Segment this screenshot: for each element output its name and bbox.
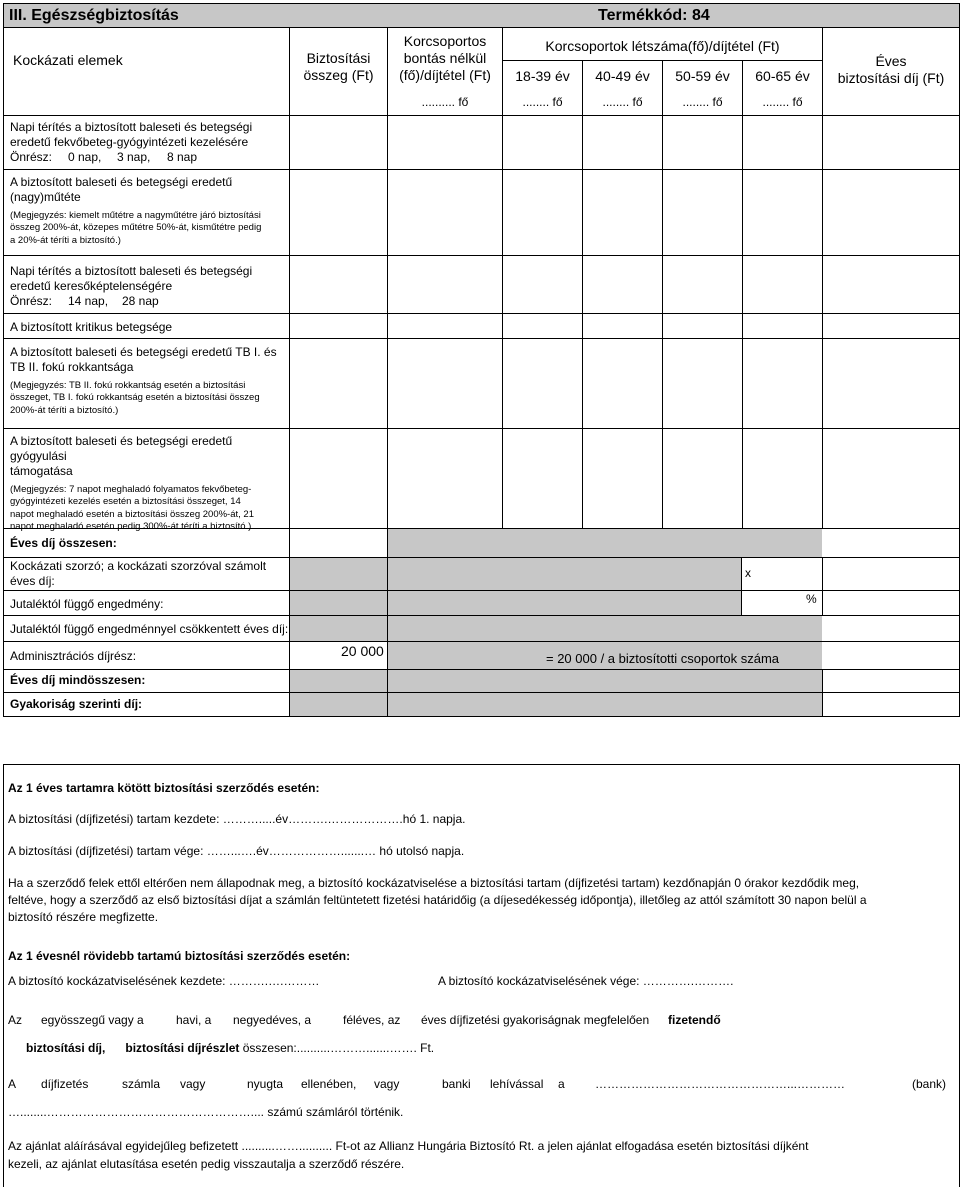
- percent-mark: %: [806, 592, 817, 606]
- rule-r3: [3, 313, 960, 314]
- persons-blank-50-59: ........ fő: [682, 95, 723, 109]
- risk-start-field: A biztosító kockázatviselésének kezdete: ……….….………: [8, 974, 320, 988]
- disability-note: (Megjegyzés: TB II. fokú rokkantság esetén a biztosítási összeget, TB I. fokú rokkantság esetén a biztosítási összeg 200%-át téríti a biztosító.): [10, 380, 260, 416]
- row-critical-illness: A biztosított kritikus betegsége: [10, 320, 173, 334]
- age-group-60-65: 60-65 év: [755, 68, 810, 84]
- col-risks-header: Kockázati elemek: [13, 52, 123, 68]
- payment-method-line: A díjfizetés számla vagy nyugta ellenében, vagy banki lehívással a …………………………………………...………… (bank): [8, 1077, 947, 1091]
- persons-blank-40-49: ........ fő: [602, 95, 643, 109]
- col-rule-7a: [822, 27, 823, 529]
- deductible-line: Önrész: 14 nap, 28 nap: [10, 294, 159, 308]
- fee-total-line: biztosítási díj, biztosítási díjrészlet összesen:..........……….......……. Ft.: [26, 1041, 435, 1055]
- rule-total: [3, 557, 960, 558]
- contract-terms-box: [3, 764, 960, 1187]
- persons-blank-60-65: ........ fő: [762, 95, 803, 109]
- table-border-bottom: [3, 716, 960, 717]
- age-group-40-49: 40-49 év: [595, 68, 650, 84]
- reduced-fee-label: Jutaléktól függő engedménnyel csökkentett éves díj:: [10, 622, 289, 636]
- col-rule-8: [741, 557, 742, 616]
- risk-end-field: A biztosító kockázatviselésének vége: ………….……….: [438, 974, 734, 988]
- col-rule-2: [387, 27, 388, 717]
- bonus-discount-label: Jutaléktól függő engedmény:: [10, 597, 164, 611]
- admin-formula: = 20 000 / a biztosítotti csoportok száma: [546, 651, 780, 666]
- col-rule-7c: [822, 669, 823, 717]
- col-groups-header: Korcsoportok létszáma(fő)/díjtétel (Ft): [545, 38, 780, 54]
- shade-multiplier-row: [290, 557, 741, 590]
- one-year-heading: Az 1 éves tartamra kötött biztosítási szerződés esetén:: [8, 781, 320, 795]
- term-start-line: A biztosítási (díjfizetési) tartam kezdete: ……….....év……….……………….hó 1. napja.: [8, 812, 466, 826]
- shade-total-row: [388, 528, 822, 557]
- row-recovery-support: A biztosított baleseti és betegségi eredetű gyógyulási támogatása (Megjegyzés: 7 napot meghaladó folyamatos fekvőbeteg- gyógyintézeti kezelés esetén a biztosítási összeget, 14 napot meghaladó esetén a biztosítási összeg 200%-át, 21 napot meghaladó esetén pedig 300%-át téríti a biztosító.): [10, 434, 288, 533]
- col-rule-6: [742, 60, 743, 529]
- rule-r1: [3, 169, 960, 170]
- admin-amount: 20 000: [341, 643, 384, 659]
- signature-payment-paragraph: Az ajánlat aláírásával egyidejűleg befizetett ..........…….......... Ft-ot az Allianz Hungária Biztosító Rt. a jelen ajánlat elfogadása esetén biztosítási díjként kezeli, az ajánlat elutasítása esetén pedig visszautalja a szerződő részére.: [8, 1139, 809, 1171]
- table-border-top: [3, 3, 960, 4]
- recovery-note: (Megjegyzés: 7 napot meghaladó folyamatos fekvőbeteg- gyógyintézeti kezelés esetén a biztosítási összeget, 14 napot meghaladó esetén a biztosítási összeg 200%-át, 21 napot meghaladó esetén pedig 300%-át téríti a biztosító.): [10, 484, 254, 532]
- table-border-left: [3, 3, 4, 717]
- rule-title: [3, 27, 960, 28]
- shade-discount-row: [290, 590, 741, 615]
- persons-blank-no-split: .......... fő: [421, 95, 469, 109]
- grand-total-label: Éves díj mindösszesen:: [10, 673, 146, 687]
- account-number-line: …........…………………………………………….... számú számláról történik.: [8, 1105, 404, 1119]
- age-group-18-39: 18-39 év: [515, 68, 570, 84]
- col-annual-header: Éves biztosítási díj (Ft): [837, 53, 945, 86]
- rule-r4: [3, 338, 960, 339]
- persons-blank-18-39: ........ fő: [522, 95, 563, 109]
- rule-grand: [3, 692, 960, 693]
- risk-multiplier-label: Kockázati szorzó; a kockázati szorzóval számolt éves díj:: [10, 559, 267, 588]
- col-no-split-header: Korcsoportos bontás nélkül (fő)/díjtétel (Ft): [399, 33, 491, 83]
- rule-multiplier: [3, 590, 960, 591]
- row-hospital-daily: Napi térítés a biztosított baleseti és betegségi eredetű fekvőbeteg-gyógyintézeti kezelésére Önrész: 0 nap, 3 nap, 8 nap: [10, 120, 288, 165]
- frequency-line: Az egyösszegű vagy a havi, a negyedéves, a féléves, az éves díjfizetési gyakoriságnak megfelelően fizetendő: [8, 1013, 721, 1027]
- col-rule-4: [582, 60, 583, 529]
- surgery-note: (Megjegyzés: kiemelt műtétre a nagyműtétre járó biztosítási összeg 200%-át, közepes műtétre 50%-át, kisműtétre pedig a 20%-át téríti a biztosító.): [10, 210, 262, 246]
- term-end-line: A biztosítási (díjfizetési) tartam vége: ……...….év……………….......… hó utolsó napja.: [8, 844, 465, 858]
- multiplier-mark: x: [745, 566, 751, 580]
- col-rule-5: [662, 60, 663, 529]
- section-title: III. Egészségbiztosítás: [9, 7, 179, 24]
- shade-reduced-row: [290, 615, 822, 641]
- rule-r2: [3, 255, 960, 256]
- annual-total-label: Éves díj összesen:: [10, 536, 117, 550]
- col-rule-1: [289, 27, 290, 717]
- rule-reduced: [3, 641, 960, 642]
- admin-fee-label: Adminisztrációs díjrész:: [10, 649, 137, 663]
- frequency-fee-label: Gyakoriság szerinti díj:: [10, 697, 143, 711]
- rule-discount: [3, 615, 960, 616]
- rule-admin: [3, 669, 960, 670]
- age-group-50-59: 50-59 év: [675, 68, 730, 84]
- rule-r5: [3, 428, 960, 429]
- risk-start-paragraph: Ha a szerződő felek ettől eltérően nem állapodnak meg, a biztosító kockázatviselése a biztosítási tartam (díjfizetési tartam) kezdőnapján 0 órakor kezdődik meg, feltéve, hogy a szerződő az első biztosítási díjat a számlán feltüntetett fizetési határidőig (a díjesedékesség időpontja), illetőleg az attól számított 30 napon belül a biztosító részére megfizette.: [8, 876, 867, 924]
- row-incapacity-daily: Napi térítés a biztosított baleseti és betegségi eredetű keresőképtelenségére Önrész: 14 nap, 28 nap: [10, 264, 288, 309]
- row-surgery: A biztosított baleseti és betegségi eredetű (nagy)műtéte (Megjegyzés: kiemelt műtétre a nagyműtétre járó biztosítási összeg 200%-át, közepes műtétre 50%-át, kisműtétre pedig a 20%-át téríti a biztosító.): [10, 175, 288, 247]
- short-term-heading: Az 1 évesnél rövidebb tartamú biztosítási szerződés esetén:: [8, 949, 351, 963]
- row-disability: A biztosított baleseti és betegségi eredetű TB I. és TB II. fokú rokkantsága (Megjegyzés: TB II. fokú rokkantság esetén a biztosítási összeget, TB I. fokú rokkantság esetén a biztosítási összeg 200%-át téríti a biztosító.): [10, 345, 288, 417]
- product-code: Termékkód: 84: [598, 7, 710, 24]
- rule-header: [3, 115, 960, 116]
- deductible-line: Önrész: 0 nap, 3 nap, 8 nap: [10, 150, 198, 164]
- col-sum-header: Biztosítási összeg (Ft): [303, 50, 374, 83]
- col-rule-7b: [822, 557, 823, 616]
